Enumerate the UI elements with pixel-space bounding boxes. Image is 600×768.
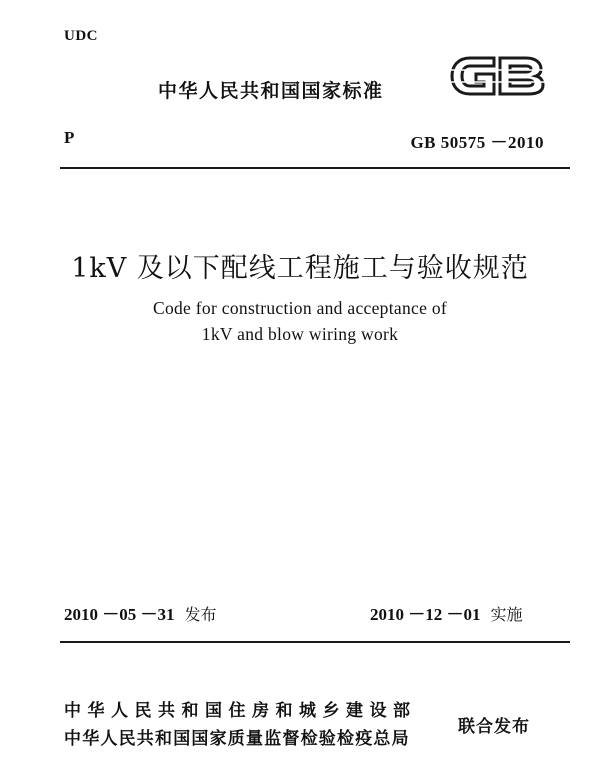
udc-label: UDC	[64, 28, 98, 44]
standard-number: GB 50575 －2010	[410, 133, 544, 152]
implement-date: 2010 －12 －01	[370, 605, 481, 624]
title-english-line1: Code for construction and acceptance of	[152, 298, 447, 318]
title-english-line2: 1kV and blow wiring work	[201, 324, 399, 344]
title-chinese: 1kV 及以下配线工程施工与验收规范	[71, 253, 529, 284]
bottom-divider	[60, 641, 570, 643]
issue-date: 2010 －05 －31	[64, 605, 175, 624]
gb-logo	[448, 50, 548, 102]
issue-label: 发布	[184, 605, 217, 624]
joint-issue-label: 联合发布	[458, 717, 530, 737]
issuer-quality-inspection: 中华人民共和国国家质量监督检验检疫总局	[64, 729, 410, 749]
issuer-ministry-housing: 中华人民共和国住房和城乡建设部	[64, 701, 417, 721]
implement-date-block	[370, 600, 523, 625]
category-code: P	[64, 128, 75, 147]
top-divider	[60, 167, 570, 169]
implement-label: 实施	[490, 605, 523, 624]
issue-date-block	[64, 600, 217, 625]
national-standard-label: 中华人民共和国国家标准	[158, 80, 384, 102]
